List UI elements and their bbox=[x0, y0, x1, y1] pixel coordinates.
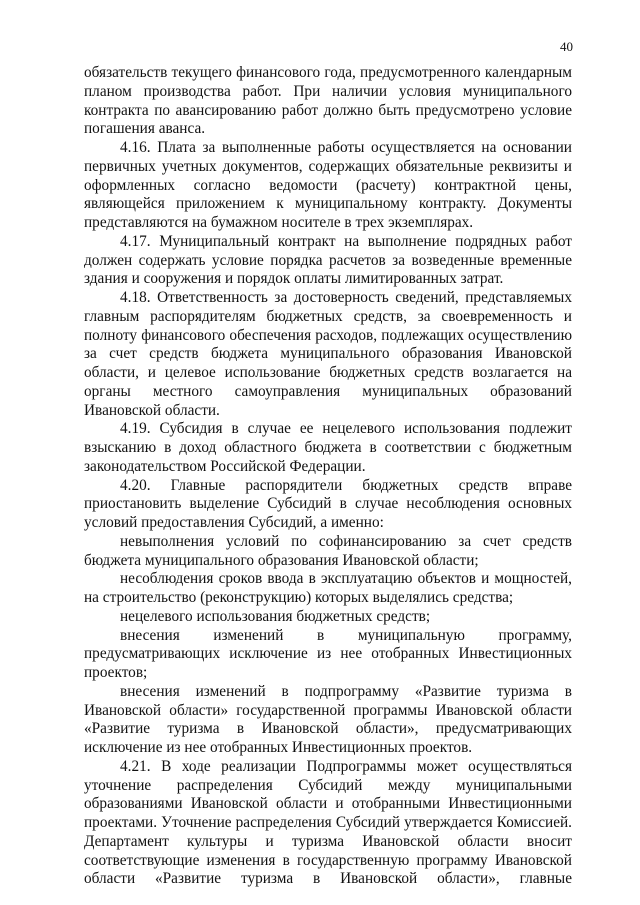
paragraph-4-19: 4.19. Субсидия в случае ее нецелевого использования подлежит взысканию в доход областного бюджета в соответствии с бюджетным законодательством Российской Федерации. bbox=[84, 420, 572, 475]
list-item-cofinancing: невыполнения условий по софинансированию за счет средств бюджета муниципального образования Ивановской области; bbox=[84, 532, 572, 569]
paragraph-4-18: 4.18. Ответственность за достоверность сведений, представляемых главным распорядителям бюджетных средств, за своевременность и полноту финансового обеспечения расходов, подлежащих осуществлению за счет средств бюджета муниципального образования Ивановской области, и целевое использование бюджетных средств возлагается на органы местного самоуправления муниципальных образований Ивановской области. bbox=[84, 289, 572, 419]
list-item-subprogram: внесения изменений в подпрограмму «Развитие туризма в Ивановской области» государственной программы Ивановской области «Развитие туризма в Ивановской области», предусматривающих исключение из нее отобранных Инвестиционных проектов. bbox=[84, 682, 572, 756]
paragraph-4-16: 4.16. Плата за выполненные работы осуществляется на основании первичных учетных документов, содержащих обязательные реквизиты и оформленных согласно ведомости (расчету) контрактной цены, являющейся приложением к муниципальному контракту. Документы представляются на бумажном носителе в трех экземплярах. bbox=[84, 139, 572, 231]
paragraph-4-17: 4.17. Муниципальный контракт на выполнение подрядных работ должен содержать условие порядка расчетов за возведенные временные здания и сооружения и порядок оплаты лимитированных затрат. bbox=[84, 232, 572, 288]
list-item-municipal-program: внесения изменений в муниципальную программу, предусматривающих исключение из нее отобранных Инвестиционных проектов; bbox=[84, 626, 572, 681]
paragraph-intro: обязательств текущего финансового года, предусмотренного календарным планом производства работ. При наличии условия муниципального контракта по авансированию работ должно быть предусмотрено условие погашения аванса. bbox=[84, 64, 572, 138]
list-item-misuse: нецелевого использования бюджетных средств; bbox=[120, 607, 431, 625]
page-number: 40 bbox=[560, 39, 573, 54]
document-body bbox=[84, 64, 572, 889]
list-item-deadlines: несоблюдения сроков ввода в эксплуатацию объектов и мощностей, на строительство (реконструкцию) которых выделялись средства; bbox=[84, 570, 572, 606]
paragraph-4-20: 4.20. Главные распорядители бюджетных средств вправе приостановить выделение Субсидий в случае несоблюдения основных условий предоставления Субсидий, а именно: bbox=[84, 476, 572, 531]
paragraph-4-21: 4.21. В ходе реализации Подпрограммы может осуществляться уточнение распределения Субсидий между муниципальными образованиями Ивановской области и отобранными Инвестиционными проектами. Уточнение распределения Субсидий утверждается Комиссией. Департамент культуры и туризма Ивановской области вносит соответствующие изменения в государственную программу Ивановской области «Развитие туризма в Ивановской области», главные bbox=[84, 757, 572, 888]
